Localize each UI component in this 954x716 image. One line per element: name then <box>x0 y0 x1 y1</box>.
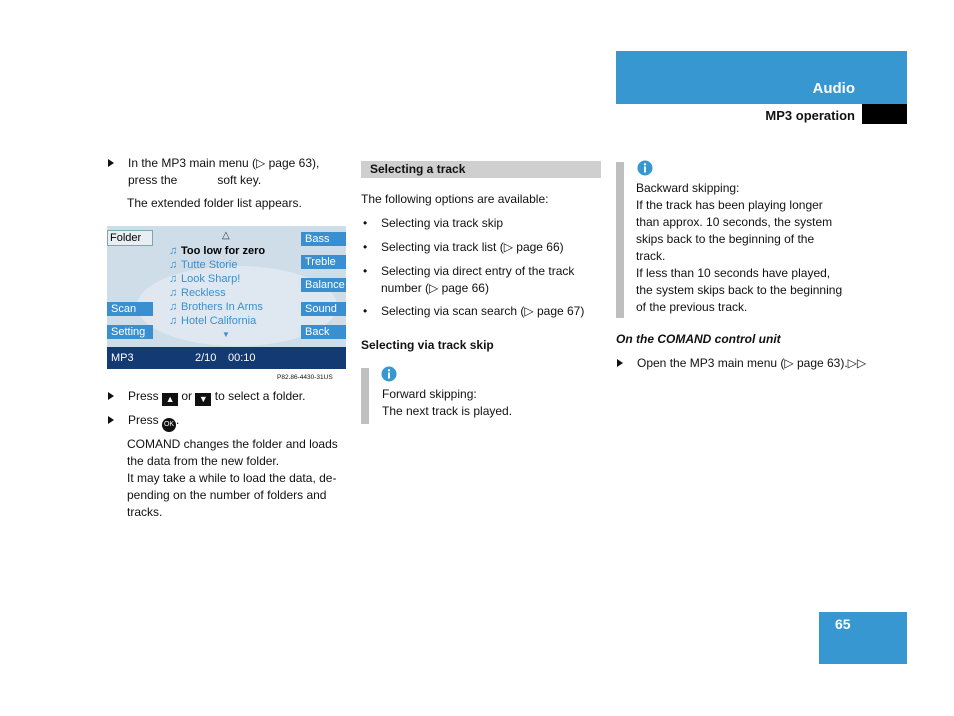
folder-button[interactable]: Folder <box>107 230 153 246</box>
comand-screen <box>107 226 346 369</box>
music-note-icon: ♫ <box>169 315 178 327</box>
sound-button[interactable]: Sound <box>301 302 346 316</box>
scan-button[interactable]: Scan <box>107 302 153 316</box>
step3-result: COMAND changes the folder and loads the data from the new folder. It may take a while to load the data, de- pending on the number of folders and tracks. <box>127 437 338 519</box>
music-note-icon: ♫ <box>169 259 178 271</box>
list-item: • Selecting via scan search (▷ page 67) <box>363 304 585 318</box>
list-item: • Selecting via track list (▷ page 66) <box>363 240 564 254</box>
music-note-icon: ♫ <box>169 301 178 313</box>
step-arrow-icon <box>108 159 114 167</box>
subheading-track-skip: Selecting via track skip <box>361 338 494 352</box>
track-item-selected[interactable]: ♫ Too low for zero <box>169 245 266 257</box>
section-heading-bar <box>361 161 601 178</box>
info-text: Forward skipping: The next track is played. <box>382 387 513 418</box>
back-button[interactable]: Back <box>301 325 346 339</box>
music-note-icon: ♫ <box>169 245 178 257</box>
track-item[interactable]: ♫ Hotel California <box>169 315 257 327</box>
subsection-title: MP3 operation <box>765 108 855 123</box>
music-note-icon: ♫ <box>169 287 178 299</box>
step-arrow-icon <box>108 416 114 424</box>
info-bar <box>361 368 369 424</box>
page-number: 65 <box>835 616 851 632</box>
step1-result: The extended folder list appears. <box>127 196 302 210</box>
treble-button[interactable]: Treble <box>301 255 346 269</box>
music-note-icon: ♫ <box>169 273 178 285</box>
step1-text3: soft key. <box>217 173 262 187</box>
options-intro: The following options are available: <box>361 192 549 206</box>
header-marker <box>862 104 907 124</box>
status-time: 00:10 <box>228 352 256 364</box>
track-item[interactable]: ♫ Reckless <box>169 287 226 299</box>
ok-key-icon: OK <box>162 418 176 432</box>
up-arrow-icon: △ <box>222 230 230 241</box>
subheading-control-unit: On the COMAND control unit <box>616 332 781 346</box>
down-key-icon: ▼ <box>195 393 211 406</box>
options-list <box>363 215 603 327</box>
section-tab <box>616 51 907 104</box>
section-title: Audio <box>812 80 855 97</box>
bass-button[interactable]: Bass <box>301 232 346 246</box>
list-item: • Selecting via direct entry of the track number (▷ page 66) <box>363 264 575 295</box>
subsection-header <box>616 104 907 126</box>
info-text: Backward skipping: If the track has been playing longer than approx. 10 seconds, the system skips back to the beginning of the track. If less than 10 seconds have played, the system skips back to the beginning of the previous track. <box>636 181 843 314</box>
down-arrow-icon: ▼ <box>222 330 230 339</box>
step1-text: In the MP3 main menu (▷ page 63), <box>128 156 320 170</box>
section-heading: Selecting a track <box>370 162 466 176</box>
status-track: 2/10 <box>195 352 217 364</box>
balance-button[interactable]: Balance <box>301 278 346 292</box>
list-item: • Selecting via track skip <box>363 216 504 230</box>
status-bar <box>107 347 346 369</box>
page-number-box <box>819 612 907 664</box>
step-arrow-icon <box>108 392 114 400</box>
info-icon <box>381 366 397 382</box>
step-arrow-icon <box>617 359 623 367</box>
up-key-icon: ▲ <box>162 393 178 406</box>
step1-text2: press the <box>128 173 178 187</box>
track-item[interactable]: ♫ Tutte Storie <box>169 259 238 271</box>
status-source: MP3 <box>111 352 134 364</box>
setting-button[interactable]: Setting <box>107 325 153 339</box>
info-bar <box>616 162 624 318</box>
track-item[interactable]: ♫ Brothers In Arms <box>169 301 263 313</box>
figure-caption: P82.86-4430-31US <box>277 374 333 381</box>
track-item[interactable]: ♫ Look Sharp! <box>169 273 241 285</box>
info-icon <box>637 160 653 176</box>
